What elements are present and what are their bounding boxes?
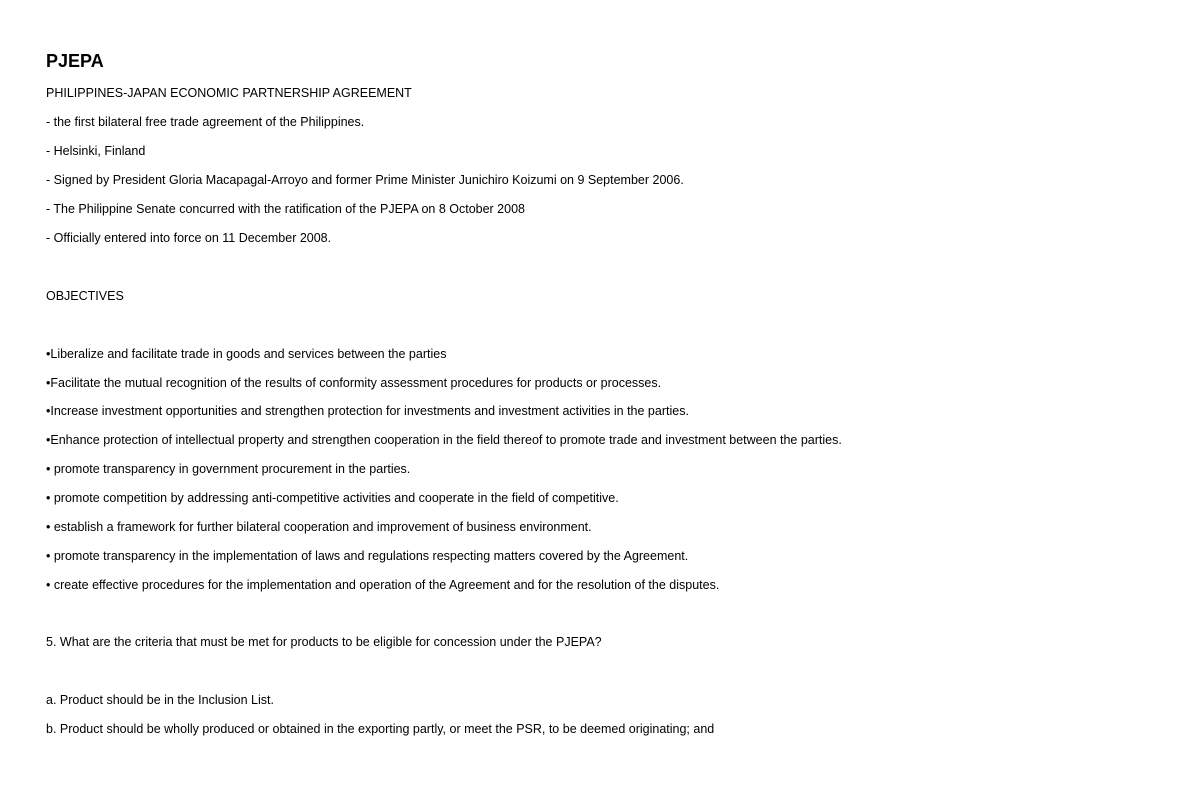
objective-item: • create effective procedures for the implementation and operation of the Agreement and for the resolution of the disputes.: [46, 578, 720, 592]
objective-item: • establish a framework for further bilateral cooperation and improvement of business environment.: [46, 520, 592, 534]
fact-first-bilateral: - the first bilateral free trade agreement of the Philippines.: [46, 115, 365, 129]
question-5: 5. What are the criteria that must be met for products to be eligible for concession under the PJEPA?: [46, 635, 602, 649]
objectives-heading: OBJECTIVES: [46, 289, 124, 303]
answer-item: a. Product should be in the Inclusion List.: [46, 693, 274, 707]
fact-entry-into-force: - Officially entered into force on 11 December 2008.: [46, 231, 332, 245]
document-title: PJEPA: [46, 51, 104, 71]
objective-item: •Increase investment opportunities and strengthen protection for investments and investment activities in the parties.: [46, 404, 689, 418]
answer-item: b. Product should be wholly produced or obtained in the exporting partly, or meet the PSR, to be deemed originating; and: [46, 722, 715, 736]
document-subtitle: PHILIPPINES-JAPAN ECONOMIC PARTNERSHIP AGREEMENT: [46, 86, 412, 100]
fact-senate-ratification: - The Philippine Senate concurred with the ratification of the PJEPA on 8 October 2008: [46, 202, 525, 216]
objective-item: •Facilitate the mutual recognition of the results of conformity assessment procedures for products or processes.: [46, 376, 662, 390]
objective-item: • promote transparency in the implementation of laws and regulations respecting matters covered by the Agreement.: [46, 549, 689, 563]
objective-item: •Enhance protection of intellectual property and strengthen cooperation in the field thereof to promote trade and investment between the parties.: [46, 433, 842, 447]
objective-item: •Liberalize and facilitate trade in goods and services between the parties: [46, 347, 447, 361]
fact-location: - Helsinki, Finland: [46, 144, 146, 158]
objective-item: • promote competition by addressing anti-competitive activities and cooperate in the field of competitive.: [46, 491, 619, 505]
fact-signed: - Signed by President Gloria Macapagal-Arroyo and former Prime Minister Junichiro Koizumi on 9 September 2006.: [46, 173, 684, 187]
objective-item: • promote transparency in government procurement in the parties.: [46, 462, 411, 476]
